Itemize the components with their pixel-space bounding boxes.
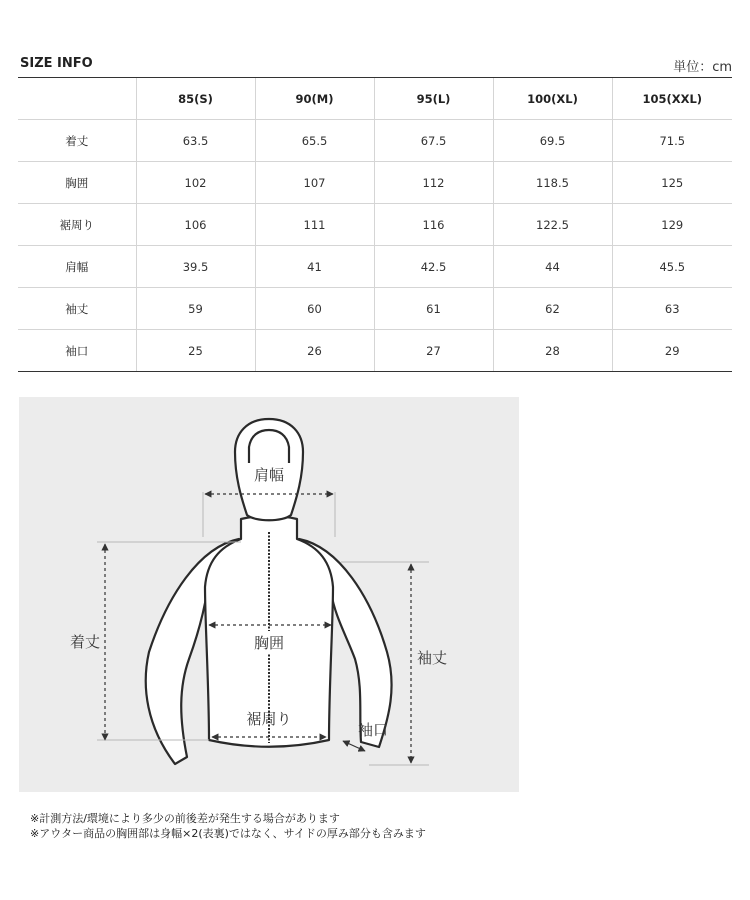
note-line: ※アウター商品の胸囲部は身幅×2(表裏)ではなく、サイドの厚み部分も含みます: [30, 827, 426, 840]
table-cell: 106: [136, 204, 255, 246]
table-cell: 27: [374, 330, 493, 372]
chest-label: 胸囲: [253, 634, 285, 652]
column-header: 105(XXL): [612, 78, 732, 120]
note-line: ※計測方法/環境により多少の前後差が発生する場合があります: [30, 812, 340, 825]
table-cell: 60: [255, 288, 374, 330]
table-cell: 41: [255, 246, 374, 288]
table-cell: 107: [255, 162, 374, 204]
table-header-row: [18, 78, 732, 120]
row-label: 着丈: [18, 120, 136, 162]
length-label: 着丈: [69, 633, 101, 651]
cuff-label: 袖口: [357, 721, 389, 739]
table-cell: 29: [612, 330, 732, 372]
row-label: 肩幅: [18, 246, 136, 288]
table-row: [18, 288, 732, 330]
row-label: 裾周り: [18, 204, 136, 246]
row-label: 袖丈: [18, 288, 136, 330]
table-cell: 116: [374, 204, 493, 246]
table-row: [18, 120, 732, 162]
table-cell: 71.5: [612, 120, 732, 162]
column-header: 85(S): [136, 78, 255, 120]
size-info-header: [20, 56, 732, 76]
column-header: 95(L): [374, 78, 493, 120]
table-cell: 45.5: [612, 246, 732, 288]
row-label: 袖口: [18, 330, 136, 372]
table-row: [18, 246, 732, 288]
table-cell: 118.5: [493, 162, 612, 204]
measurement-diagram: [19, 397, 519, 792]
table-cell: 42.5: [374, 246, 493, 288]
jacket-illustration: [19, 397, 519, 792]
hem-label: 裾周り: [246, 710, 292, 728]
table-cell: 129: [612, 204, 732, 246]
table-cell: 25: [136, 330, 255, 372]
column-header: 100(XL): [493, 78, 612, 120]
table-row: [18, 162, 732, 204]
table-cell: 26: [255, 330, 374, 372]
table-cell: 61: [374, 288, 493, 330]
table-cell: 39.5: [136, 246, 255, 288]
size-info-title: SIZE INFO: [20, 56, 93, 71]
table-cell: 65.5: [255, 120, 374, 162]
table-cell: 44: [493, 246, 612, 288]
table-cell: 63.5: [136, 120, 255, 162]
measurement-notes: [30, 811, 426, 841]
table-cell: 112: [374, 162, 493, 204]
table-cell: 69.5: [493, 120, 612, 162]
table-cell: 102: [136, 162, 255, 204]
column-header: [18, 78, 136, 120]
table-cell: 111: [255, 204, 374, 246]
table-row: [18, 204, 732, 246]
table-cell: 122.5: [493, 204, 612, 246]
shoulder-label: 肩幅: [253, 466, 285, 484]
column-header: 90(M): [255, 78, 374, 120]
table-cell: 28: [493, 330, 612, 372]
table-cell: 59: [136, 288, 255, 330]
table-cell: 125: [612, 162, 732, 204]
table-cell: 63: [612, 288, 732, 330]
table-row: [18, 330, 732, 372]
row-label: 胸囲: [18, 162, 136, 204]
unit-label: 単位：cm: [673, 60, 732, 75]
table-cell: 67.5: [374, 120, 493, 162]
table-cell: 62: [493, 288, 612, 330]
sleeve-label: 袖丈: [416, 649, 448, 667]
size-table: [18, 77, 732, 372]
